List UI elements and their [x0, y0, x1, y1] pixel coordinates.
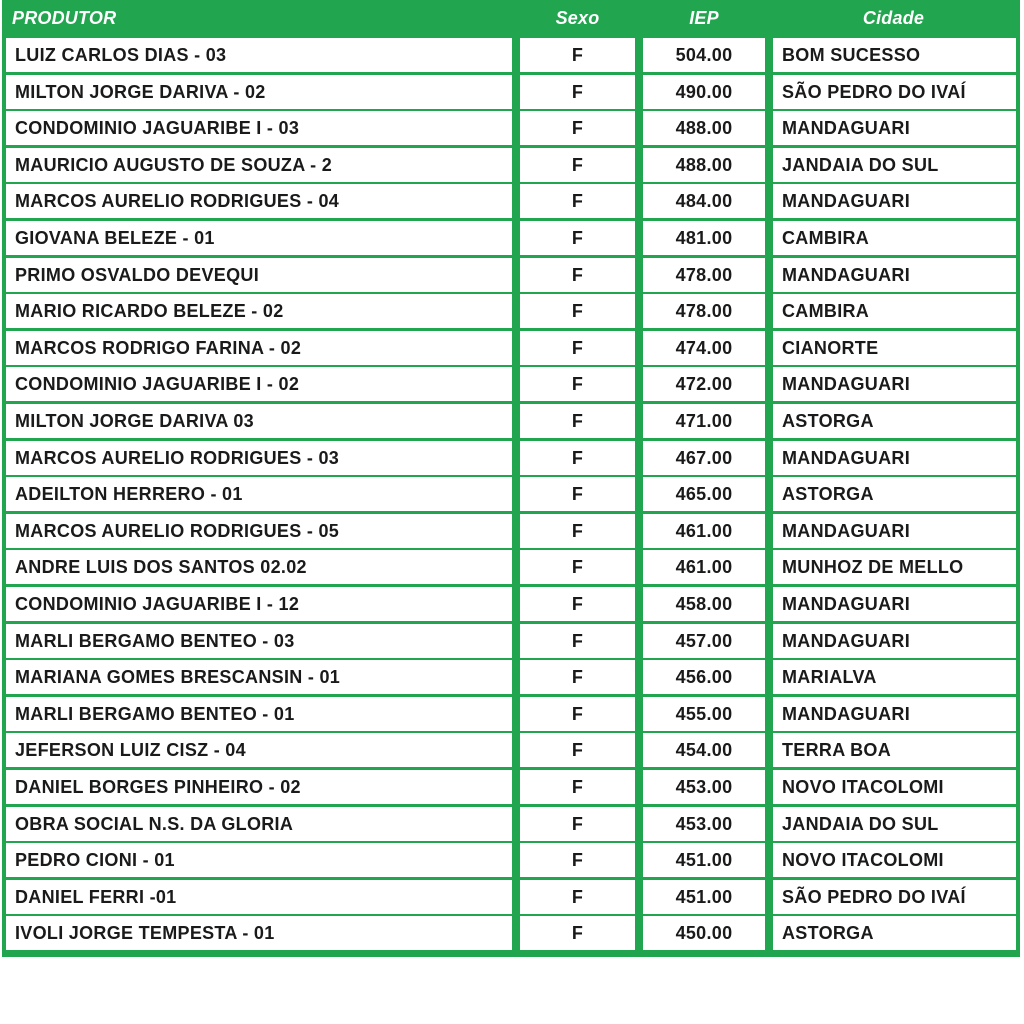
cell-sexo: F [520, 75, 635, 109]
table-row [2, 550, 1020, 584]
cell-cidade: NOVO ITACOLOMI [773, 770, 1016, 804]
cell-iep: 474.00 [643, 331, 765, 365]
ranking-table [2, 0, 1020, 957]
cell-iep: 471.00 [643, 404, 765, 438]
cell-iep: 504.00 [643, 38, 765, 72]
table-row [2, 111, 1020, 145]
cell-iep: 481.00 [643, 221, 765, 255]
cell-sexo: F [520, 477, 635, 511]
table-row [2, 184, 1020, 218]
cell-iep: 488.00 [643, 148, 765, 182]
table-row [2, 221, 1020, 255]
cell-sexo: F [520, 111, 635, 145]
cell-iep: 450.00 [643, 916, 765, 950]
cell-produtor: MARCOS AURELIO RODRIGUES - 04 [6, 184, 512, 218]
cell-iep: 451.00 [643, 843, 765, 877]
cell-iep: 457.00 [643, 624, 765, 658]
cell-produtor: GIOVANA BELEZE - 01 [6, 221, 512, 255]
cell-cidade: MANDAGUARI [773, 697, 1016, 731]
table-row [2, 477, 1020, 511]
cell-sexo: F [520, 38, 635, 72]
cell-cidade: JANDAIA DO SUL [773, 807, 1016, 841]
header-produtor: PRODUTOR [12, 8, 117, 28]
table-row [2, 294, 1020, 328]
cell-iep: 488.00 [643, 111, 765, 145]
cell-cidade: BOM SUCESSO [773, 38, 1016, 72]
cell-produtor: MILTON JORGE DARIVA 03 [6, 404, 512, 438]
cell-cidade: JANDAIA DO SUL [773, 148, 1016, 182]
cell-cidade: NOVO ITACOLOMI [773, 843, 1016, 877]
cell-sexo: F [520, 331, 635, 365]
cell-produtor: CONDOMINIO JAGUARIBE I - 03 [6, 111, 512, 145]
cell-sexo: F [520, 404, 635, 438]
cell-sexo: F [520, 550, 635, 584]
cell-sexo: F [520, 660, 635, 694]
cell-produtor: MARCOS RODRIGO FARINA - 02 [6, 331, 512, 365]
cell-iep: 465.00 [643, 477, 765, 511]
cell-sexo: F [520, 880, 635, 914]
cell-iep: 454.00 [643, 733, 765, 767]
table-row [2, 880, 1020, 914]
cell-iep: 472.00 [643, 367, 765, 401]
cell-produtor: CONDOMINIO JAGUARIBE I - 02 [6, 367, 512, 401]
header-sexo: Sexo [555, 8, 600, 28]
cell-produtor: MARCOS AURELIO RODRIGUES - 03 [6, 441, 512, 475]
cell-produtor: PRIMO OSVALDO DEVEQUI [6, 258, 512, 292]
cell-iep: 456.00 [643, 660, 765, 694]
cell-sexo: F [520, 514, 635, 548]
cell-sexo: F [520, 624, 635, 658]
cell-produtor: ANDRE LUIS DOS SANTOS 02.02 [6, 550, 512, 584]
cell-sexo: F [520, 294, 635, 328]
header-cidade: Cidade [862, 8, 925, 28]
cell-produtor: IVOLI JORGE TEMPESTA - 01 [6, 916, 512, 950]
table-row [2, 770, 1020, 804]
cell-cidade: ASTORGA [773, 404, 1016, 438]
cell-produtor: ADEILTON HERRERO - 01 [6, 477, 512, 511]
cell-cidade: SÃO PEDRO DO IVAÍ [773, 75, 1016, 109]
table-row [2, 258, 1020, 292]
cell-cidade: CAMBIRA [773, 294, 1016, 328]
cell-produtor: PEDRO CIONI - 01 [6, 843, 512, 877]
cell-cidade: ASTORGA [773, 916, 1016, 950]
cell-produtor: LUIZ CARLOS DIAS - 03 [6, 38, 512, 72]
cell-sexo: F [520, 770, 635, 804]
table-row [2, 404, 1020, 438]
cell-produtor: DANIEL BORGES PINHEIRO - 02 [6, 770, 512, 804]
cell-cidade: MANDAGUARI [773, 441, 1016, 475]
table-row [2, 441, 1020, 475]
cell-sexo: F [520, 733, 635, 767]
table-row [2, 75, 1020, 109]
table-row [2, 697, 1020, 731]
table-row [2, 587, 1020, 621]
cell-sexo: F [520, 807, 635, 841]
cell-cidade: MANDAGUARI [773, 184, 1016, 218]
cell-sexo: F [520, 184, 635, 218]
cell-iep: 453.00 [643, 770, 765, 804]
cell-produtor: MARCOS AURELIO RODRIGUES - 05 [6, 514, 512, 548]
cell-sexo: F [520, 441, 635, 475]
cell-iep: 467.00 [643, 441, 765, 475]
table-row [2, 807, 1020, 841]
cell-cidade: CIANORTE [773, 331, 1016, 365]
cell-cidade: SÃO PEDRO DO IVAÍ [773, 880, 1016, 914]
cell-iep: 458.00 [643, 587, 765, 621]
cell-cidade: MARIALVA [773, 660, 1016, 694]
cell-iep: 455.00 [643, 697, 765, 731]
table-row [2, 514, 1020, 548]
cell-produtor: MILTON JORGE DARIVA - 02 [6, 75, 512, 109]
cell-iep: 461.00 [643, 514, 765, 548]
cell-cidade: MANDAGUARI [773, 514, 1016, 548]
cell-sexo: F [520, 843, 635, 877]
cell-cidade: MANDAGUARI [773, 111, 1016, 145]
cell-produtor: MAURICIO AUGUSTO DE SOUZA - 2 [6, 148, 512, 182]
cell-produtor: DANIEL FERRI -01 [6, 880, 512, 914]
cell-iep: 478.00 [643, 258, 765, 292]
table-row [2, 733, 1020, 767]
table-row [2, 660, 1020, 694]
cell-iep: 453.00 [643, 807, 765, 841]
cell-produtor: MARLI BERGAMO BENTEO - 03 [6, 624, 512, 658]
cell-cidade: MUNHOZ DE MELLO [773, 550, 1016, 584]
cell-cidade: MANDAGUARI [773, 258, 1016, 292]
cell-sexo: F [520, 221, 635, 255]
cell-cidade: ASTORGA [773, 477, 1016, 511]
cell-produtor: MARIO RICARDO BELEZE - 02 [6, 294, 512, 328]
table-row [2, 916, 1020, 950]
cell-cidade: MANDAGUARI [773, 624, 1016, 658]
table-row [2, 148, 1020, 182]
cell-sexo: F [520, 148, 635, 182]
cell-iep: 490.00 [643, 75, 765, 109]
table-row [2, 38, 1020, 72]
cell-iep: 461.00 [643, 550, 765, 584]
cell-cidade: MANDAGUARI [773, 367, 1016, 401]
table-row [2, 331, 1020, 365]
cell-produtor: MARIANA GOMES BRESCANSIN - 01 [6, 660, 512, 694]
cell-produtor: OBRA SOCIAL N.S. DA GLORIA [6, 807, 512, 841]
cell-produtor: JEFERSON LUIZ CISZ - 04 [6, 733, 512, 767]
table-row [2, 624, 1020, 658]
cell-cidade: MANDAGUARI [773, 587, 1016, 621]
table-row [2, 367, 1020, 401]
cell-sexo: F [520, 258, 635, 292]
cell-iep: 451.00 [643, 880, 765, 914]
cell-sexo: F [520, 367, 635, 401]
cell-produtor: MARLI BERGAMO BENTEO - 01 [6, 697, 512, 731]
cell-cidade: TERRA BOA [773, 733, 1016, 767]
cell-sexo: F [520, 697, 635, 731]
cell-iep: 478.00 [643, 294, 765, 328]
cell-iep: 484.00 [643, 184, 765, 218]
cell-sexo: F [520, 916, 635, 950]
header-iep: IEP [689, 8, 719, 28]
cell-cidade: CAMBIRA [773, 221, 1016, 255]
cell-sexo: F [520, 587, 635, 621]
table-row [2, 843, 1020, 877]
cell-produtor: CONDOMINIO JAGUARIBE I - 12 [6, 587, 512, 621]
